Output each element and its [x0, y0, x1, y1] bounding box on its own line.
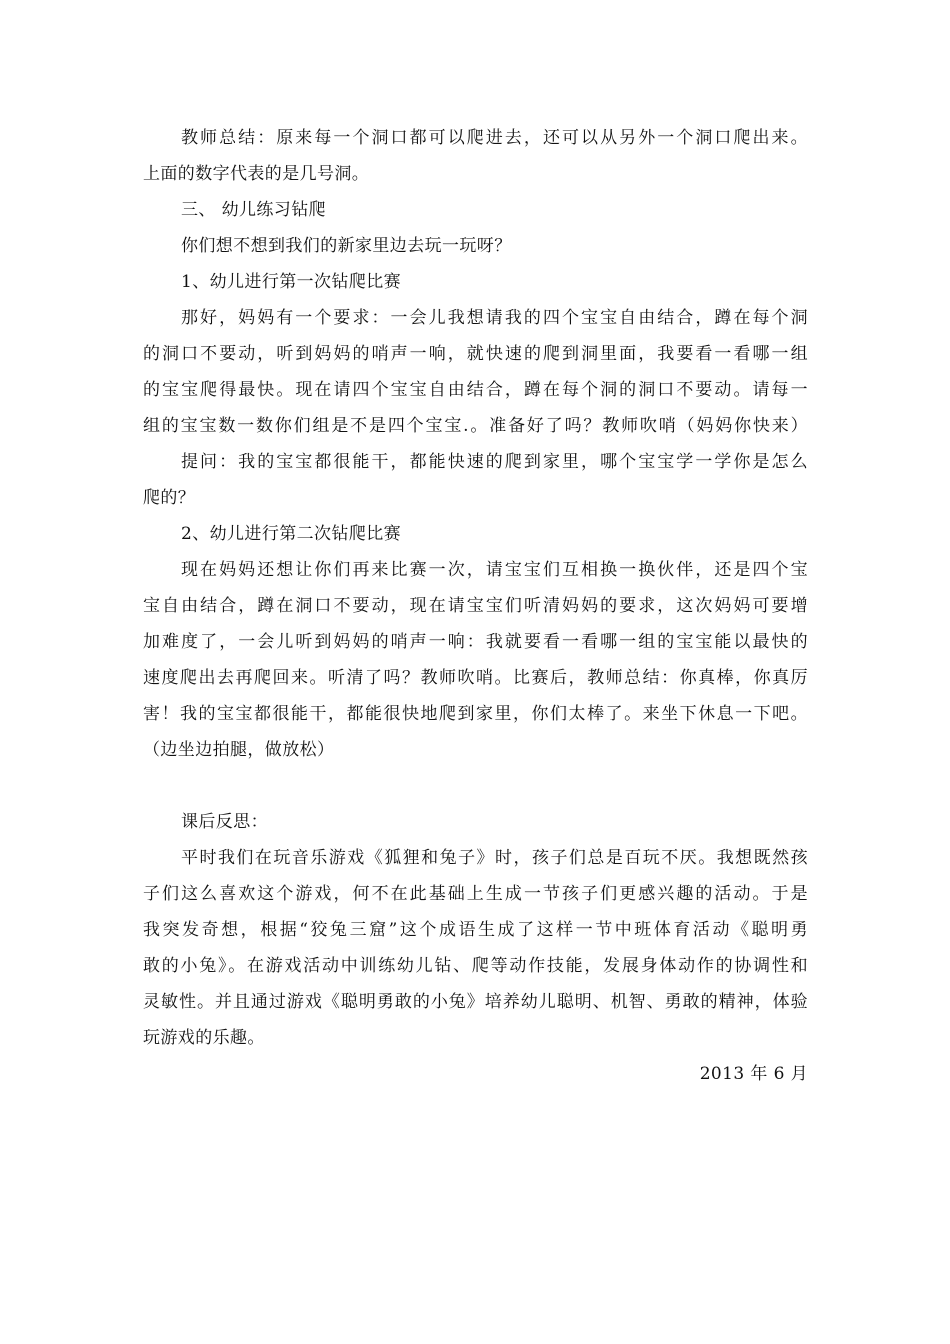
- paragraph-2-line-4: 速度爬出去再爬回来。听清了吗？教师吹哨。比赛后，教师总结：你真棒，你真厉: [143, 668, 808, 688]
- reflection-line-2: 子们这么喜欢这个游戏，何不在此基础上生成一节孩子们更感兴趣的活动。于是: [143, 884, 808, 904]
- reflection-line-3: 我突发奇想，根据“狡兔三窟”这个成语生成了这样一节中班体育活动《聪明勇: [143, 920, 808, 940]
- section-heading-3: 三、 幼儿练习钻爬: [181, 200, 327, 220]
- paragraph-1-line-3: 的宝宝爬得最快。现在请四个宝宝自由结合，蹲在每个洞的洞口不要动。请每一: [143, 380, 808, 400]
- question-line: 你们想不想到我们的新家里边去玩一玩呀？: [181, 236, 512, 256]
- reflection-line-1: 平时我们在玩音乐游戏《狐狸和兔子》时，孩子们总是百玩不厌。我想既然孩: [181, 848, 808, 868]
- reflection-line-5: 灵敏性。并且通过游戏《聪明勇敢的小兔》培养幼儿聪明、机智、勇敢的精神，体验: [143, 992, 808, 1012]
- reflection-heading: 课后反思：: [181, 812, 268, 832]
- summary-line-1: 教师总结：原来每一个洞口都可以爬进去，还可以从另外一个洞口爬出来。: [181, 128, 808, 148]
- paragraph-2-line-3: 加难度了，一会儿听到妈妈的哨声一响：我就要看一看哪一组的宝宝能以最快的: [143, 632, 808, 652]
- subheading-1: 1、幼儿进行第一次钻爬比赛: [181, 272, 402, 292]
- paragraph-1-line-1: 那好，妈妈有一个要求：一会儿我想请我的四个宝宝自由结合，蹲在每个洞: [181, 308, 808, 328]
- paragraph-1-line-4: 组的宝宝数一数你们组是不是四个宝宝.。准备好了吗？教师吹哨（妈妈你快来）: [143, 416, 808, 436]
- reflection-line-6: 玩游戏的乐趣。: [143, 1028, 265, 1048]
- paragraph-1-line-2: 的洞口不要动，听到妈妈的哨声一响，就快速的爬到洞里面，我要看一看哪一组: [143, 344, 808, 364]
- summary-line-2: 上面的数字代表的是几号洞。: [143, 164, 370, 184]
- subheading-2: 2、幼儿进行第二次钻爬比赛: [181, 524, 402, 544]
- document-date: 2013 年 6 月: [699, 1064, 808, 1084]
- paragraph-2-line-1: 现在妈妈还想让你们再来比赛一次，请宝宝们互相换一换伙伴，还是四个宝: [181, 560, 808, 580]
- question-paragraph-line-1: 提问：我的宝宝都很能干，都能快速的爬到家里，哪个宝宝学一学你是怎么: [181, 452, 808, 472]
- reflection-line-4: 敢的小兔》。在游戏活动中训练幼儿钻、爬等动作技能，发展身体动作的协调性和: [143, 956, 808, 976]
- paragraph-2-line-5: 害！我的宝宝都很能干，都能很快地爬到家里，你们太棒了。来坐下休息一下吧。: [143, 704, 808, 724]
- question-paragraph-line-2: 爬的？: [143, 488, 196, 508]
- paragraph-2-line-6: （边坐边拍腿，做放松）: [143, 740, 335, 760]
- paragraph-2-line-2: 宝自由结合，蹲在洞口不要动，现在请宝宝们听清妈妈的要求，这次妈妈可要增: [143, 596, 808, 616]
